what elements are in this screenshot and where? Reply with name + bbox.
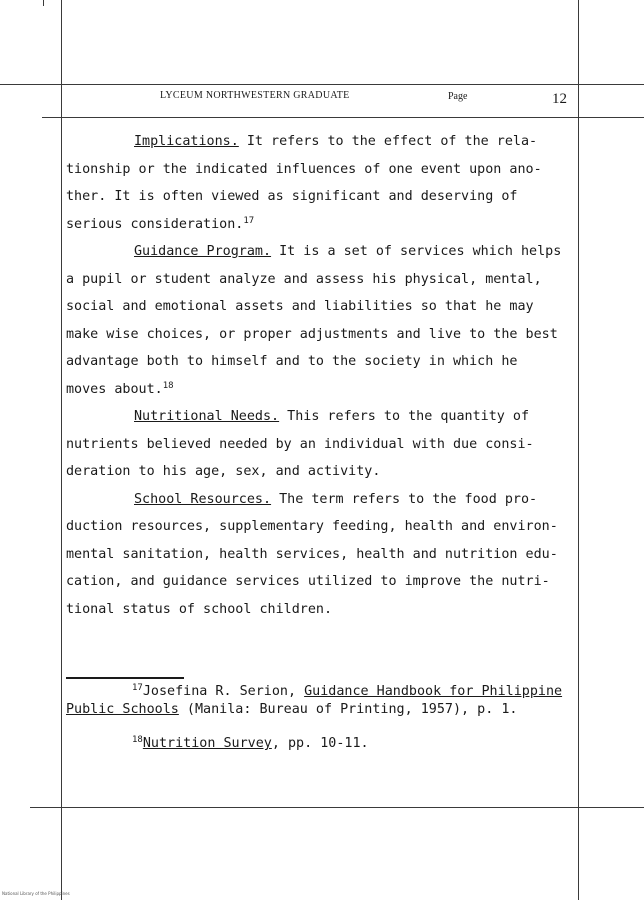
paragraph-line: serious consideration.$^{17}$ [66, 215, 255, 232]
paragraph-line: make wise choices, or proper adjustments and live to the best [66, 326, 558, 342]
term-nutritional-needs: Nutritional Needs. [134, 409, 280, 424]
paragraph-line: tionship or the indicated influences of one event upon ano- [66, 161, 542, 177]
paragraph-line: nutrients believed needed by an individual with due consi- [66, 436, 534, 452]
paragraph-line: duction resources, supplementary feeding, health and environ- [66, 519, 558, 534]
paragraph-line: a pupil or student analyze and assess his physical, mental, [66, 271, 542, 287]
footnote-number-17: 17 [132, 683, 143, 693]
term-school-resources: School Resources. [134, 491, 272, 507]
paragraph-implications-line: Implications. It refers to the effect of the rela- [134, 134, 538, 149]
top-tick [43, 0, 44, 6]
paragraph-line: social and emotional assets and liabilities so that he may [66, 299, 534, 314]
paragraph-nutritional-line: Nutritional Needs. This refers to the quantity of [134, 409, 530, 424]
frame-left-line [61, 0, 62, 900]
paragraph-line: advantage both to himself and to the society in which he [66, 354, 518, 369]
paragraph-line: deration to his age, sex, and activity. [66, 464, 381, 479]
footnote-ref-18: 18 [162, 380, 174, 391]
footnote-ref-17: 17 [243, 215, 255, 226]
term-implications: Implications. [134, 134, 239, 149]
paragraph-line: cation, and guidance services utilized to improve the nutri- [66, 574, 550, 589]
footnote-separator [66, 677, 184, 679]
header-title: LYCEUM NORTHWESTERN GRADUATE [160, 90, 350, 101]
footer-rule [30, 807, 644, 808]
paragraph-line: tional status of school children. [66, 601, 333, 617]
footnote-17-line-2: Public Schools (Manila: Bureau of Printing, 1957), p. 1. [66, 702, 518, 717]
footnote-17-line-1: $^{17}$Josefina R. Serion, Guidance Handbook for Philippine [132, 683, 563, 699]
paragraph-line: mental sanitation, health services, health and nutrition edu- [66, 546, 558, 562]
footer-credit: National Library of the Philippines [2, 891, 70, 896]
footnote-18-line: $^{18}$Nutrition Survey, pp. 10-11. [132, 735, 369, 751]
footnotes [66, 683, 562, 753]
paragraph-school-line: School Resources. The term refers to the food pro- [134, 491, 538, 507]
header-bottom-rule [42, 117, 644, 118]
term-guidance-program: Guidance Program. [134, 244, 272, 259]
paragraph-line: ther. It is often viewed as significant and deserving of [66, 189, 518, 204]
paragraph-guidance-line: Guidance Program. It is a set of services which helps [134, 244, 562, 259]
body-text [66, 128, 596, 623]
paragraph-line: moves about.$^{18}$ [66, 380, 174, 397]
footnote-17-title: Guidance Handbook for Philippine [304, 684, 563, 699]
header-top-rule [0, 84, 644, 85]
footnote-18-title: Nutrition Survey [142, 736, 272, 751]
header-page-label: Page [448, 91, 468, 102]
page-number: 12 [552, 91, 567, 107]
footnote-number-18: 18 [132, 735, 143, 745]
